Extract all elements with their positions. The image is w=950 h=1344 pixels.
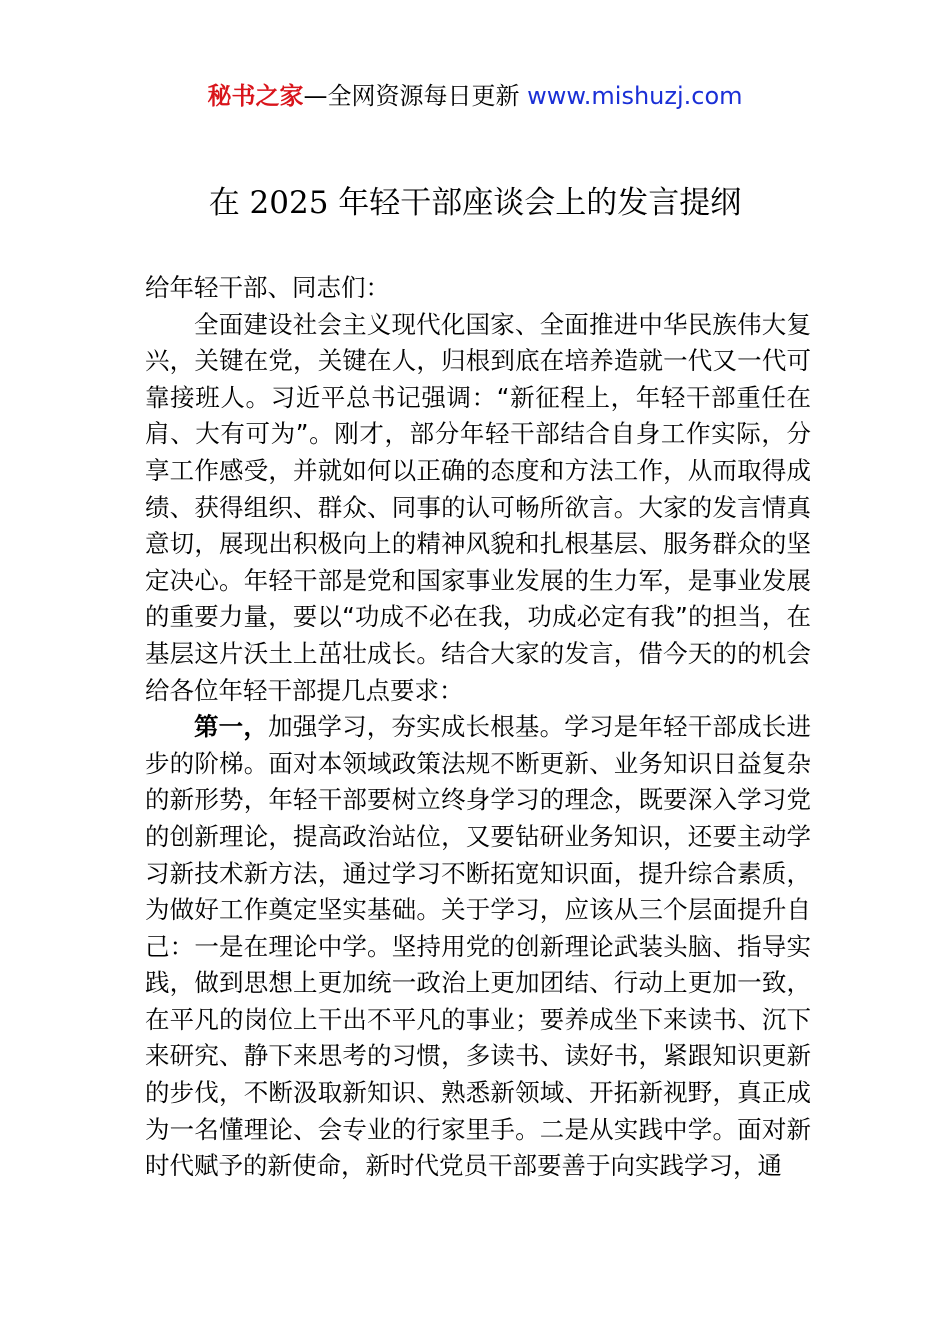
- paragraph-first-point: [145, 709, 811, 1185]
- first-point-lead: 第一，: [194, 712, 269, 742]
- document-body: [145, 270, 811, 1185]
- site-url[interactable]: www.mishuzj.com: [527, 82, 743, 110]
- site-brand: 秘书之家: [207, 82, 304, 110]
- paragraph-intro: 全面建设社会主义现代化国家、全面推进中华民族伟大复兴，关键在党，关键在人，归根到底在培养造就一代又一代可靠接班人。习近平总书记强调：“新征程上，年轻干部重任在肩、大有可为”。刚才，部分年轻干部结合自身工作实际，分享工作感受，并就如何以正确的态度和方法工作，从而取得成绩、获得组织、群众、同事的认可畅所欲言。大家的发言情真意切，展现出积极向上的精神风貌和扎根基层、服务群众的坚定决心。年轻干部是党和国家事业发展的生力军，是事业发展的重要力量，要以“功成不必在我，功成必定有我”的担当，在基层这片沃土上茁壮成长。结合大家的发言，借今天的的机会给各位年轻干部提几点要求：: [145, 309, 811, 705]
- site-header: [0, 80, 950, 112]
- document-title: 在 2025 年轻干部座谈会上的发言提纲: [208, 185, 742, 221]
- salutation: 给年轻干部、同志们：: [145, 273, 390, 302]
- first-point-body: 加强学习，夯实成长根基。学习是年轻干部成长进步的阶梯。面对本领域政策法规不断更新、业务知识日益复杂的新形势，年轻干部要树立终身学习的理念，既要深入学习党的创新理论，提高政治站位，又要钻研业务知识，还要主动学习新技术新方法，通过学习不断拓宽知识面，提升综合素质，为做好工作奠定坚实基础。关于学习，应该从三个层面提升自己：一是在理论中学。坚持用党的创新理论武装头脑、指导实践，做到思想上更加统一政治上更加团结、行动上更加一致，在平凡的岗位上干出不平凡的事业；要养成坐下来读书、沉下来研究、静下来思考的习惯，多读书、读好书，紧跟知识更新的步伐，不断汲取新知识、熟悉新领域、开拓新视野，真正成为一名懂理论、会专业的行家里手。二是从实践中学。面对新时代赋予的新使命，新时代党员干部要善于向实践学习，通: [145, 712, 811, 1181]
- site-tagline: —全网资源每日更新: [303, 82, 528, 110]
